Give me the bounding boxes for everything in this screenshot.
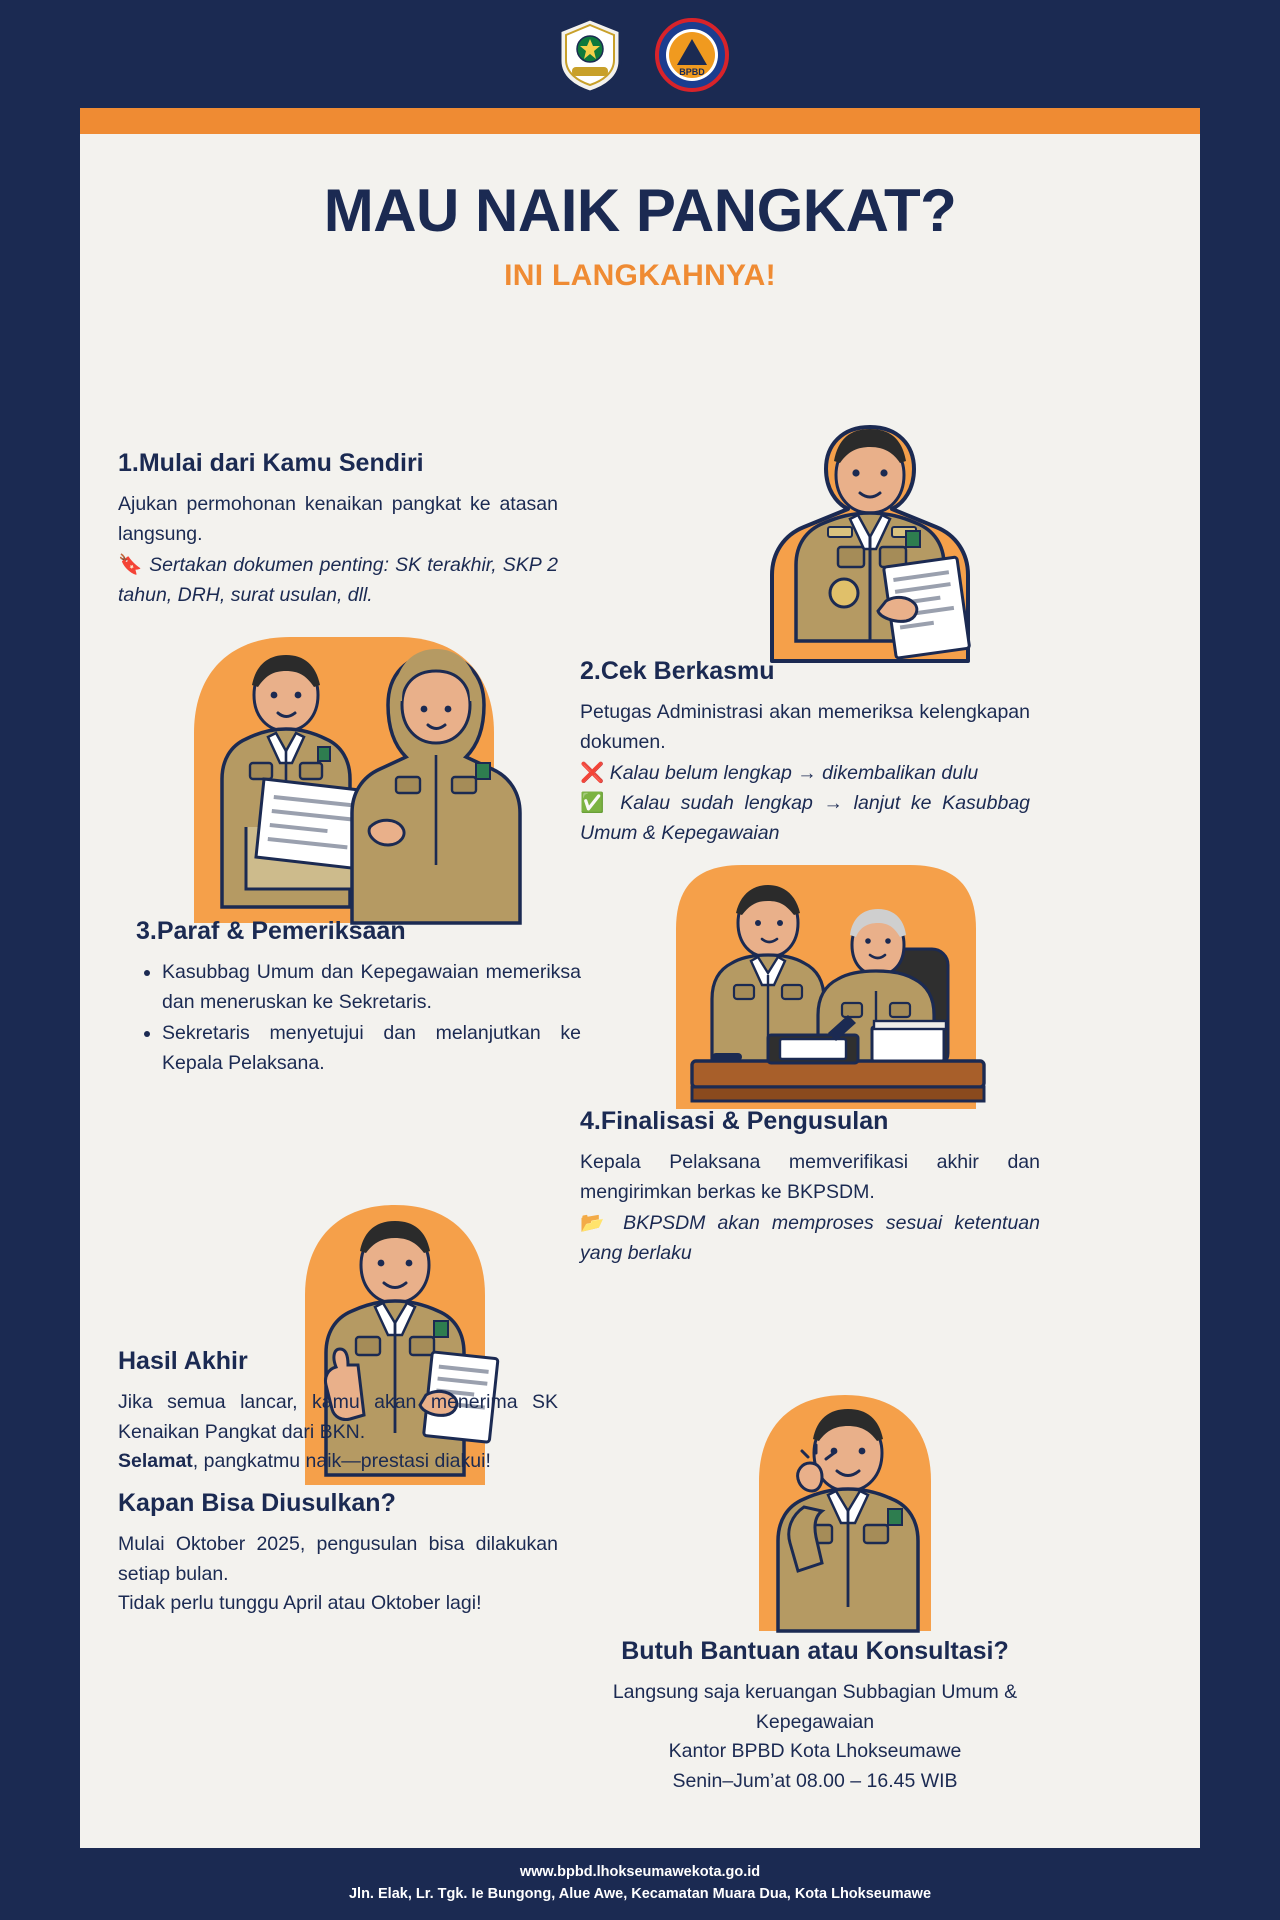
help-section [570, 1637, 1060, 1797]
two-officers-reviewing-document-illustration [190, 627, 550, 937]
check-mark-icon: ✅ [580, 791, 610, 814]
officer-with-documents-illustration [720, 397, 1020, 687]
help-line-1: Langsung saja keruangan Subbagian Umum & Kepegawaian [612, 1681, 1018, 1733]
footer-address: Jln. Elak, Lr. Tgk. Ie Bungong, Alue Awe, Kecamatan Muara Dua, Kota Lhokseumawe [348, 1885, 932, 1902]
step-4-body: Kepala Pelaksana memverifikasi akhir dan mengirimkan berkas ke BKPSDM. [580, 1151, 1040, 1203]
step-1-note: Sertakan dokumen penting: SK terakhir, SKP 2 tahun, DRH, surat usulan, dll. [118, 554, 558, 606]
step-2-fail-line: Kalau belum lengkap → dikembalikan dulu [609, 762, 979, 785]
footer [0, 1848, 1280, 1920]
step-2-heading: 2.Cek Berkasmu [580, 657, 775, 685]
page-title: MAU NAIK PANGKAT? [323, 177, 957, 244]
paperclip-icon: 🔖 [118, 554, 143, 577]
when-body2: Tidak perlu tunggu April atau Oktober lagi! [118, 1592, 482, 1615]
help-line-3: Senin–Jum’at 08.00 – 16.45 WIB [672, 1769, 958, 1792]
result-section [118, 1347, 558, 1477]
step-3-bullets [136, 958, 581, 1079]
step-2-body: Petugas Administrasi akan memeriksa kelengkapan dokumen. [580, 701, 1030, 753]
list-item: • Sekretaris menyetujui dan melanjutkan ke Kepala Pelaksana. [162, 1019, 581, 1078]
list-item: • Kasubbag Umum dan Kepegawaian memeriksa dan meneruskan ke Sekretaris. [162, 958, 581, 1017]
result-body: Jika semua lancar, kamu akan menerima SK Kenaikan Pangkat dari BKN. [118, 1391, 558, 1443]
help-heading: Butuh Bantuan atau Konsultasi? [621, 1637, 1009, 1665]
step-4 [580, 1107, 1040, 1269]
step-3 [136, 917, 581, 1081]
pemerintah-kota-lhokseumawe-logo [554, 15, 626, 95]
page-subtitle: INI LANGKAHNYA! [504, 259, 776, 292]
step-3-heading: 3.Paraf & Pemeriksaan [136, 917, 406, 945]
step-1-body: Ajukan permohonan kenaikan pangkat ke atasan langsung. [118, 493, 558, 545]
step-1 [118, 449, 558, 611]
footer-url: www.bpbd.lhokseumawekota.go.id [519, 1864, 761, 1880]
result-highlight: Selamat [118, 1450, 193, 1473]
step-2-ok-line: Kalau sudah lengkap → lanjut ke Kasubbag Umum & Kepegawaian [580, 791, 1031, 844]
result-heading: Hasil Akhir [118, 1347, 248, 1375]
when-heading: Kapan Bisa Diusulkan? [118, 1489, 396, 1517]
cross-mark-icon: ❌ [580, 762, 605, 785]
when-body: Mulai Oktober 2025, pengusulan bisa dilakukan setiap bulan. [118, 1533, 558, 1585]
poster-card [80, 108, 1200, 1848]
step-4-heading: 4.Finalisasi & Pengusulan [580, 1107, 889, 1135]
result-body2: , pangkatmu naik—prestasi diakui! [192, 1450, 491, 1473]
help-line-2: Kantor BPBD Kota Lhokseumawe [668, 1740, 962, 1763]
bpbd-logo [654, 15, 726, 95]
when-section [118, 1489, 558, 1619]
officer-calling-illustration [700, 1387, 990, 1637]
logo-strip [0, 0, 1280, 110]
step-1-heading: 1.Mulai dari Kamu Sendiri [118, 449, 424, 477]
step-2 [580, 657, 1030, 848]
card-accent-bar [80, 108, 1200, 134]
svg-text:BPBD: BPBD [679, 67, 705, 77]
step-4-note: BKPSDM akan memproses sesuai ketentuan yang berlaku [580, 1212, 1040, 1264]
folder-icon: 📂 [580, 1212, 611, 1235]
